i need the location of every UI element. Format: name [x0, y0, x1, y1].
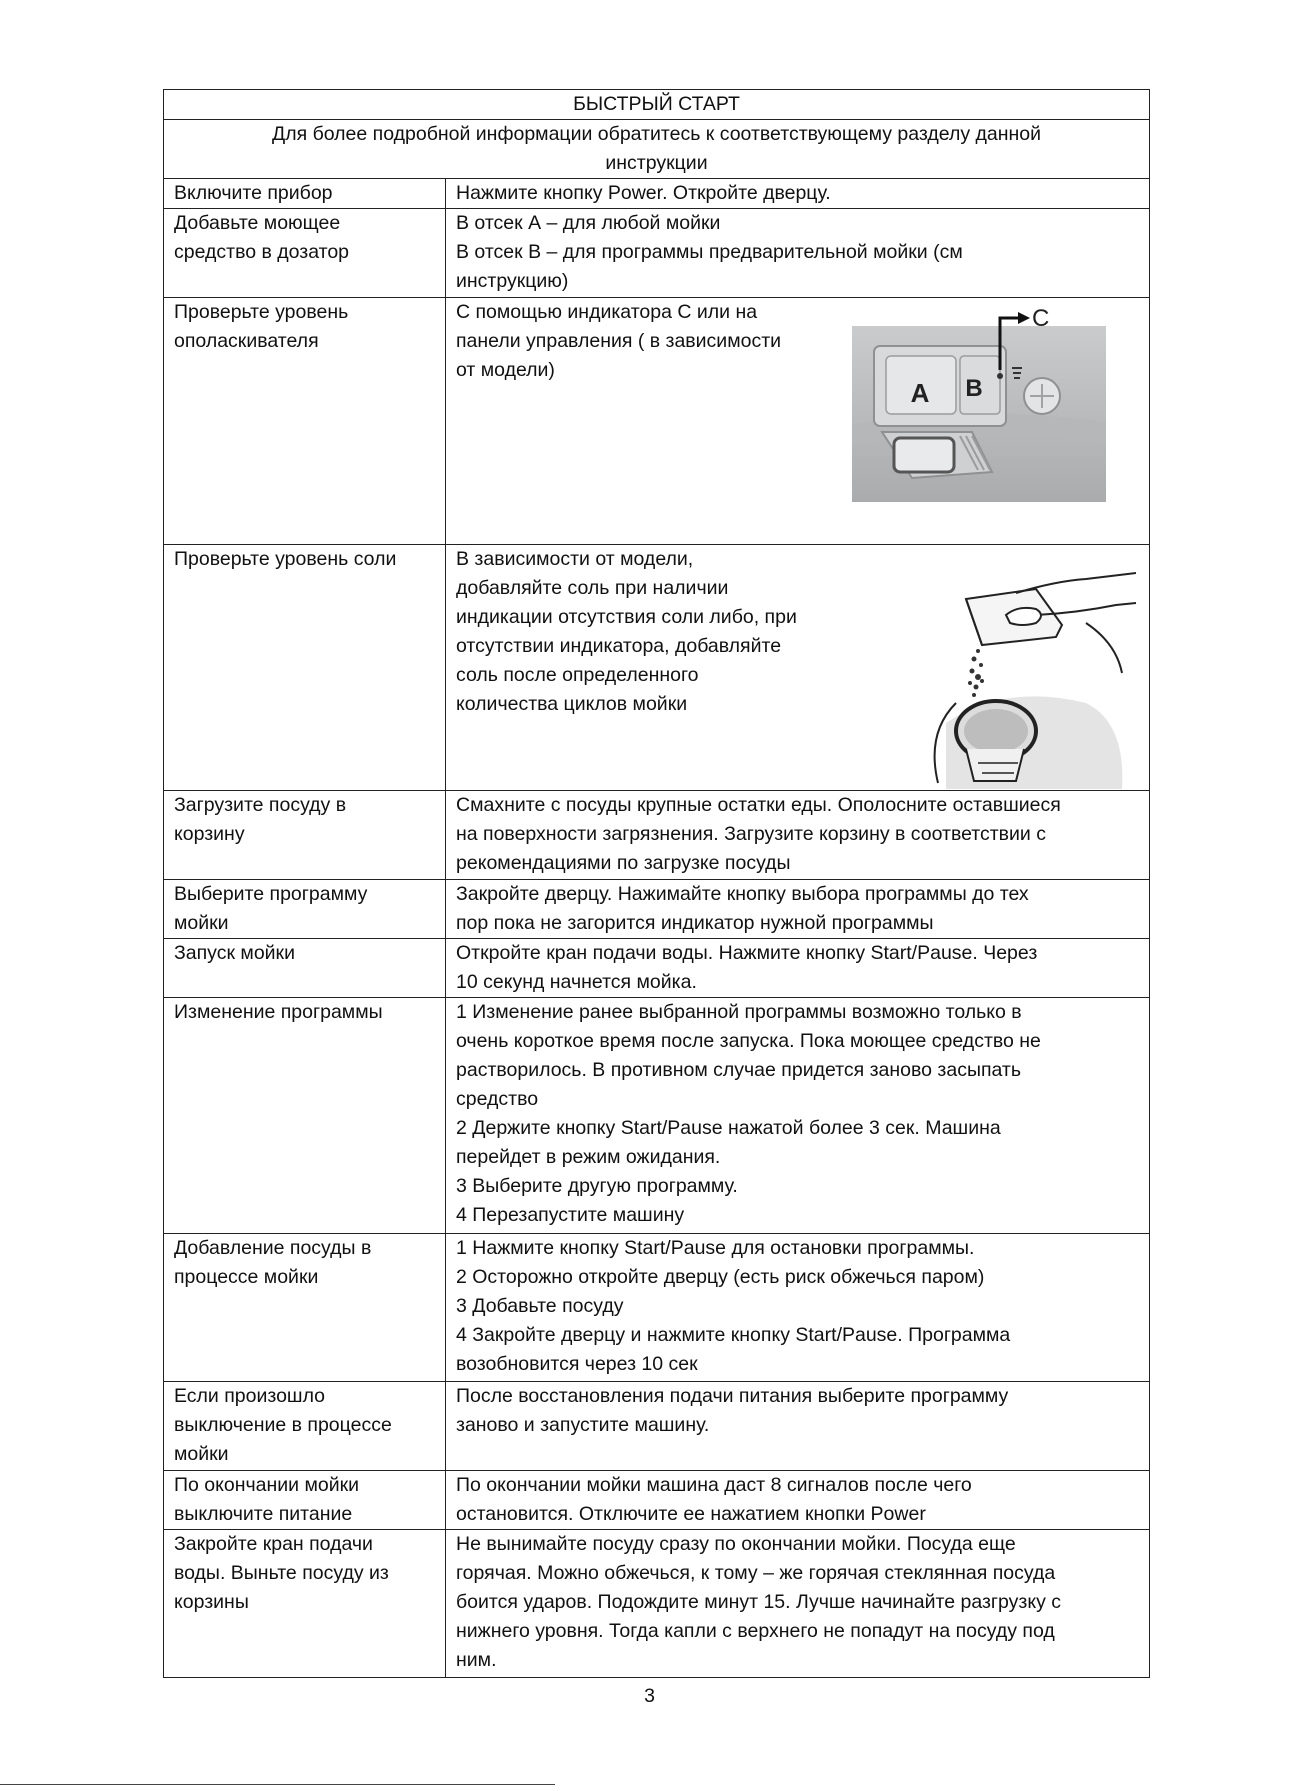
text-line: 10 секунд начнется мойка.: [456, 971, 697, 993]
text-line: инструкцию): [456, 270, 569, 292]
step-instruction: [446, 998, 1150, 1234]
step-instruction: [446, 1530, 1150, 1678]
text-line: выключение в процессе: [174, 1414, 392, 1436]
table-row: [164, 1471, 1150, 1530]
text-line: мойки: [174, 1443, 229, 1465]
text-line: очень короткое время после запуска. Пока моющее средство не: [456, 1030, 1041, 1052]
text-line: индикации отсутствия соли либо, при: [456, 606, 797, 628]
text-line: мойки: [174, 912, 229, 934]
text-line: нижнего уровня. Тогда капли с верхнего не попадут на посуду под: [456, 1620, 1055, 1642]
text-line: В зависимости от модели,: [456, 548, 694, 570]
text-line: Изменение программы: [174, 1001, 383, 1023]
step-label: [164, 1530, 446, 1678]
step-label: [164, 545, 446, 791]
table-row: [164, 998, 1150, 1234]
text-line: 2 Осторожно откройте дверцу (есть риск обжечься паром): [456, 1266, 985, 1288]
step-label: [164, 998, 446, 1234]
text-line: Загрузите посуду в: [174, 794, 347, 816]
step-instruction: [446, 545, 1150, 791]
text-line: По окончании мойки машина даст 8 сигналов после чего: [456, 1474, 972, 1496]
text-line: Закройте кран подачи: [174, 1533, 373, 1555]
text-line: 4 Перезапустите машину: [456, 1204, 685, 1226]
step-instruction: [446, 791, 1150, 880]
step-instruction: [446, 209, 1150, 298]
text-line: Откройте кран подачи воды. Нажмите кнопку Start/Pause. Через: [456, 942, 1038, 964]
text-line: на поверхности загрязнения. Загрузите корзину в соответствии с: [456, 823, 1046, 845]
text-line: растворилось. В противном случае придется заново засыпать: [456, 1059, 1022, 1081]
table-row: [164, 545, 1150, 791]
text-line: Добавьте моющее: [174, 212, 341, 234]
table-row: [164, 939, 1150, 998]
text-line: В отсек В – для программы предварительной мойки (см: [456, 241, 963, 263]
text-line: инструкции: [605, 152, 708, 174]
step-label: [164, 1471, 446, 1530]
adding-salt-image: [886, 553, 1150, 789]
step-label: [164, 209, 446, 298]
text-line: 2 Держите кнопку Start/Pause нажатой более 3 сек. Машина: [456, 1117, 1001, 1139]
text-line: воды. Выньте посуду из: [174, 1562, 389, 1584]
step-label: [164, 880, 446, 939]
table-row: [164, 1382, 1150, 1471]
table-row: [164, 1530, 1150, 1678]
step-instruction: [446, 179, 1150, 209]
text-line: выключите питание: [174, 1503, 353, 1525]
text-line: отсутствии индикатора, добавляйте: [456, 635, 782, 657]
step-label: [164, 298, 446, 545]
text-line: перейдет в режим ожидания.: [456, 1146, 721, 1168]
text-line: 1 Нажмите кнопку Start/Pause для остановки программы.: [456, 1237, 975, 1259]
text-line: 3 Добавьте посуду: [456, 1295, 624, 1317]
text-line: Запуск мойки: [174, 942, 295, 964]
text-line: корзины: [174, 1591, 249, 1613]
compartment-a-label: A: [910, 378, 930, 408]
table-row: [164, 298, 1150, 545]
text-line: боится ударов. Подождите минут 15. Лучше начинайте разгрузку с: [456, 1591, 1062, 1613]
page-number: 3: [644, 1685, 655, 1707]
table-row: [164, 1234, 1150, 1382]
step-instruction: [446, 1382, 1150, 1471]
text-line: рекомендациями по загрузке посуды: [456, 852, 791, 874]
text-line: панели управления ( в зависимости: [456, 330, 782, 352]
table-row: [164, 880, 1150, 939]
table-subtitle: [164, 120, 1150, 179]
text-line: от модели): [456, 359, 555, 381]
indicator-c-label: C: [1032, 305, 1050, 332]
text-line: горячая. Можно обжечься, к тому – же горячая стеклянная посуда: [456, 1562, 1056, 1584]
text-line: 1 Изменение ранее выбранной программы возможно только в: [456, 1001, 1022, 1023]
step-label: [164, 939, 446, 998]
text-line: Добавление посуды в: [174, 1237, 372, 1259]
text-line: Проверьте уровень соли: [174, 548, 397, 570]
table-row: [164, 179, 1150, 209]
text-line: Закройте дверцу. Нажимайте кнопку выбора программы до тех: [456, 883, 1029, 905]
table-title-row: [164, 90, 1150, 120]
step-instruction: [446, 1471, 1150, 1530]
text-line: соль после определенного: [456, 664, 699, 686]
table-row: [164, 209, 1150, 298]
table-row: [164, 791, 1150, 880]
text-line: С помощью индикатора С или на: [456, 301, 758, 323]
step-instruction: [446, 1234, 1150, 1382]
text-line: Смахните с посуды крупные остатки еды. Ополосните оставшиеся: [456, 794, 1061, 816]
text-line: 3 Выберите другую программу.: [456, 1175, 738, 1197]
text-line: ним.: [456, 1649, 497, 1671]
text-line: Для более подробной информации обратитесь к соответствующему разделу данной: [272, 123, 1041, 145]
text-line: 4 Закройте дверцу и нажмите кнопку Start/Pause. Программа: [456, 1324, 1011, 1346]
text-line: ополаскивателя: [174, 330, 319, 352]
table-title: БЫСТРЫЙ СТАРТ: [164, 90, 1150, 120]
text-line: Нажмите кнопку Power. Откройте дверцу.: [456, 182, 831, 204]
text-line: Если произошло: [174, 1385, 326, 1407]
text-line: средство: [456, 1088, 539, 1110]
text-line: возобновится через 10 сек: [456, 1353, 698, 1375]
text-line: средство в дозатор: [174, 241, 350, 263]
step-instruction: [446, 298, 1150, 545]
step-label: [164, 1382, 446, 1471]
text-line: остановится. Отключите ее нажатием кнопки Power: [456, 1503, 926, 1525]
text-line: добавляйте соль при наличии: [456, 577, 729, 599]
table-subtitle-row: [164, 120, 1150, 179]
step-instruction: [446, 939, 1150, 998]
quick-start-table: [163, 89, 1150, 1678]
detergent-dispenser-image: [852, 304, 1112, 504]
text-line: После восстановления подачи питания выберите программу: [456, 1385, 1009, 1407]
text-line: Проверьте уровень: [174, 301, 349, 323]
footer-rule: [0, 1784, 555, 1785]
text-line: количества циклов мойки: [456, 693, 688, 715]
text-line: Не вынимайте посуду сразу по окончании мойки. Посуда еще: [456, 1533, 1016, 1555]
text-line: По окончании мойки: [174, 1474, 360, 1496]
text-line: Выберите программу: [174, 883, 368, 905]
text-line: В отсек А – для любой мойки: [456, 212, 721, 234]
text-line: пор пока не загорится индикатор нужной программы: [456, 912, 934, 934]
text-line: процессе мойки: [174, 1266, 319, 1288]
step-label: [164, 791, 446, 880]
text-line: Включите прибор: [174, 182, 333, 204]
text-line: корзину: [174, 823, 245, 845]
step-label: [164, 179, 446, 209]
text-line: заново и запустите машину.: [456, 1414, 710, 1436]
compartment-b-label: B: [965, 375, 983, 402]
step-label: [164, 1234, 446, 1382]
step-instruction: [446, 880, 1150, 939]
